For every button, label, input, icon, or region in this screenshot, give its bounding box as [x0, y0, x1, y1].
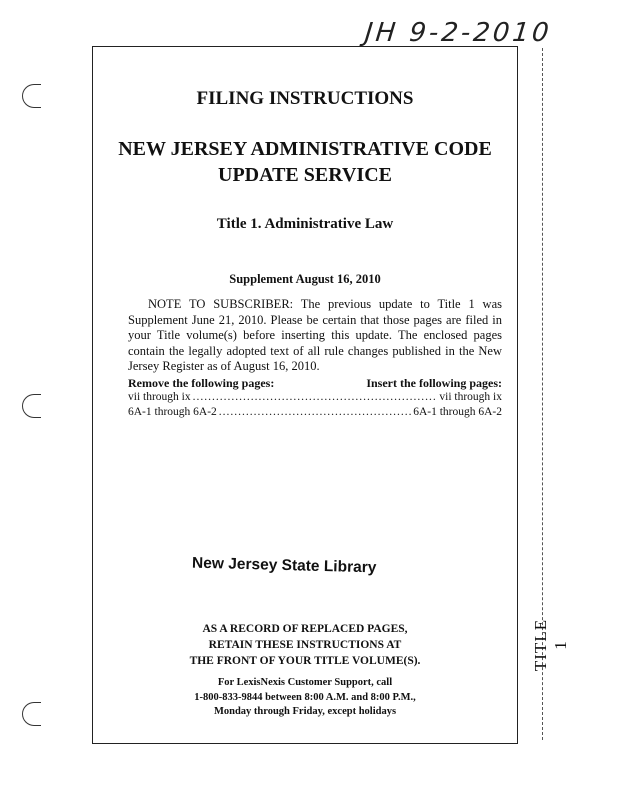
subscriber-note-text: NOTE TO SUBSCRIBER: The previous update to Title 1 was Supplement June 21, 2010. Please be certain that those pages are filed in your Title volume(s) before inserting this update. The enclosed pages contain the legally adopted text of all rule changes published in the New Jersey Register as of August 16, 2010.	[128, 297, 502, 373]
remove-pages-value: 6A-1 through 6A-2	[128, 406, 217, 418]
record-notice-line2: RETAIN THESE INSTRUCTIONS AT	[208, 639, 402, 651]
remove-pages-header: Remove the following pages:	[128, 376, 275, 390]
support-phone-line: 1-800-833-9844 between 8:00 A.M. and 8:00 P.M.,	[194, 691, 416, 703]
pages-header	[128, 376, 502, 391]
code-heading	[92, 136, 518, 188]
title-heading: Title 1. Administrative Law	[216, 216, 394, 232]
leader-dots	[219, 406, 411, 418]
pages-row	[128, 391, 502, 403]
binder-hole-bottom	[22, 702, 41, 726]
binder-hole-top	[22, 84, 41, 108]
binder-hole-middle	[22, 394, 41, 418]
insert-pages-value: 6A-1 through 6A-2	[413, 406, 502, 418]
support-line1: For LexisNexis Customer Support, call	[217, 677, 393, 688]
code-heading-line2: UPDATE SERVICE	[218, 164, 392, 186]
support-hours-line: Monday through Friday, except holidays	[213, 706, 397, 717]
customer-support	[92, 676, 518, 720]
filing-instructions-heading: FILING INSTRUCTIONS	[196, 88, 414, 109]
code-heading-line1: NEW JERSEY ADMINISTRATIVE CODE	[118, 138, 492, 160]
library-stamp: New Jersey State Library	[191, 554, 377, 577]
record-notice-line1: AS A RECORD OF REPLACED PAGES,	[202, 623, 408, 635]
title-tab-label: TITLE 1	[531, 618, 570, 672]
leader-dots	[193, 391, 438, 403]
insert-pages-header: Insert the following pages:	[366, 376, 502, 390]
subscriber-note	[128, 297, 502, 375]
insert-pages-value: vii through ix	[439, 391, 502, 403]
record-notice-line3: THE FRONT OF YOUR TITLE VOLUME(S).	[189, 655, 421, 667]
record-notice	[92, 621, 518, 669]
pages-row	[128, 406, 502, 418]
supplement-date: Supplement August 16, 2010	[229, 272, 381, 286]
remove-pages-value: vii through ix	[128, 391, 191, 403]
handwritten-date-note: JH 9-2-2010	[363, 18, 554, 48]
